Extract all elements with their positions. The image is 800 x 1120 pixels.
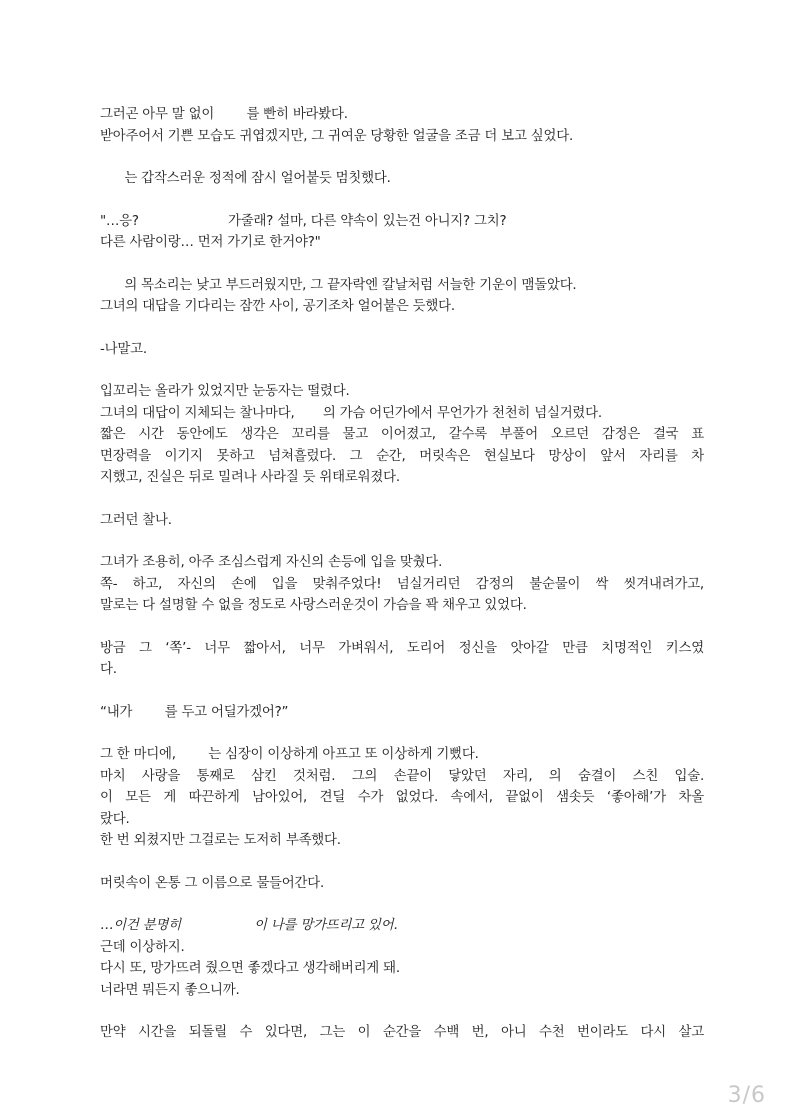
text-line: -나말고. [100, 341, 147, 357]
text-line: 면장력을 이기지 못하고 넘쳐흘렀다. 그 순간, 머릿속은 현실보다 망상이 앞서 자리를 차 [100, 448, 704, 464]
paragraph [100, 275, 704, 318]
paragraph [100, 915, 704, 1001]
text-line: "…응? 가줄래? 설마, 다른 약속이 있는건 아니지? 그치? [100, 213, 507, 229]
text-line: 랐다. [100, 811, 130, 827]
text-line: 그러던 찰나. [100, 512, 172, 528]
paragraph [100, 168, 704, 190]
paragraph [100, 104, 704, 147]
paragraph [100, 552, 704, 617]
text-line: 이 모든 게 따끈하게 남아있어, 견딜 수가 없었다. 속에서, 끝없이 샘솟듯 ‘좋아해’가 차올 [100, 790, 704, 805]
text-line: 그 한 마디에, 는 심장이 이상하게 아프고 또 이상하게 기뻤다. [100, 747, 479, 762]
text-line: 받아주어서 기쁜 모습도 귀엽겠지만, 그 귀여운 당황한 얼굴을 조금 더 보고 싶었다. [100, 128, 573, 144]
text-line: 지했고, 진실은 뒤로 밀려나 사라질 듯 위태로워졌다. [100, 470, 400, 485]
text-line: 그녀의 대답이 지체되는 찰나마다, 의 가슴 어딘가에서 무언가가 천천히 넘실거렸다. [100, 405, 602, 421]
text-line: 머릿속이 온통 그 이름으로 물들어간다. [100, 875, 325, 891]
text-line: 의 목소리는 낮고 부드러웠지만, 그 끝자락엔 칼날처럼 서늘한 기운이 맴돌았다. [100, 277, 577, 293]
text-line: 방금 그 ‘쪽’- 너무 짧아서, 너무 가벼워서, 도리어 정신을 앗아갈 만큼 치명적인 키스였 [100, 640, 704, 656]
text-line: 다른 사람이랑… 먼저 가기로 한거야?" [100, 235, 321, 250]
paragraph [100, 744, 704, 852]
paragraph [100, 339, 704, 361]
text-line: “내가 를 두고 어딜가겠어?” [100, 704, 289, 720]
document-body [100, 104, 704, 1065]
text-line: 말로는 다 설명할 수 없을 정도로 사랑스러운것이 가슴을 꽉 채우고 있었다. [100, 598, 527, 613]
text-line: 근데 이상하지. [100, 939, 185, 955]
paragraph [100, 702, 704, 724]
text-line: 입꼬리는 올라가 있었지만 눈동자는 떨렸다. [100, 384, 350, 399]
page-number: 3/6 [727, 1083, 766, 1108]
paragraph [100, 211, 704, 254]
text-line: 그러곤 아무 말 없이 를 빤히 바라봤다. [100, 107, 348, 122]
paragraph [100, 873, 704, 895]
text-line: …이건 분명히 이 나를 망가뜨리고 있어. [100, 918, 398, 933]
text-line: 는 갑작스러운 정적에 잠시 얼어붙듯 멈칫했다. [100, 171, 391, 186]
text-line: 너라면 뭐든지 좋으니까. [100, 982, 240, 998]
text-line: 만약 시간을 되돌릴 수 있다면, 그는 이 순간을 수백 번, 아니 수천 번이라도 다시 살고 [100, 1025, 704, 1040]
paragraph [100, 381, 704, 489]
text-line: 다. [100, 662, 117, 677]
text-line: 다시 또, 망가뜨려 줬으면 좋겠다고 생각해버리게 돼. [100, 961, 400, 976]
text-line: 쪽- 하고, 자신의 손에 입을 맞춰주었다! 넘실거리던 감정의 불순물이 싹 씻겨내려가고, [100, 576, 704, 592]
paragraph [100, 638, 704, 681]
paragraph [100, 1022, 704, 1044]
text-line: 그녀의 대답을 기다리는 잠깐 사이, 공기조차 얼어붙은 듯했다. [100, 299, 455, 314]
text-line: 한 번 외쳤지만 그걸로는 도저히 부족했다. [100, 833, 341, 848]
paragraph [100, 510, 704, 532]
text-line: 그녀가 조용히, 아주 조심스럽게 자신의 손등에 입을 맞췄다. [100, 555, 443, 570]
text-line: 마치 사랑을 통째로 삼킨 것처럼. 그의 손끝이 닿았던 자리, 의 숨결이 스친 입술. [100, 768, 704, 784]
text-line: 짧은 시간 동안에도 생각은 꼬리를 물고 이어졌고, 갈수록 부풀어 오르던 감정은 결국 표 [100, 427, 704, 442]
